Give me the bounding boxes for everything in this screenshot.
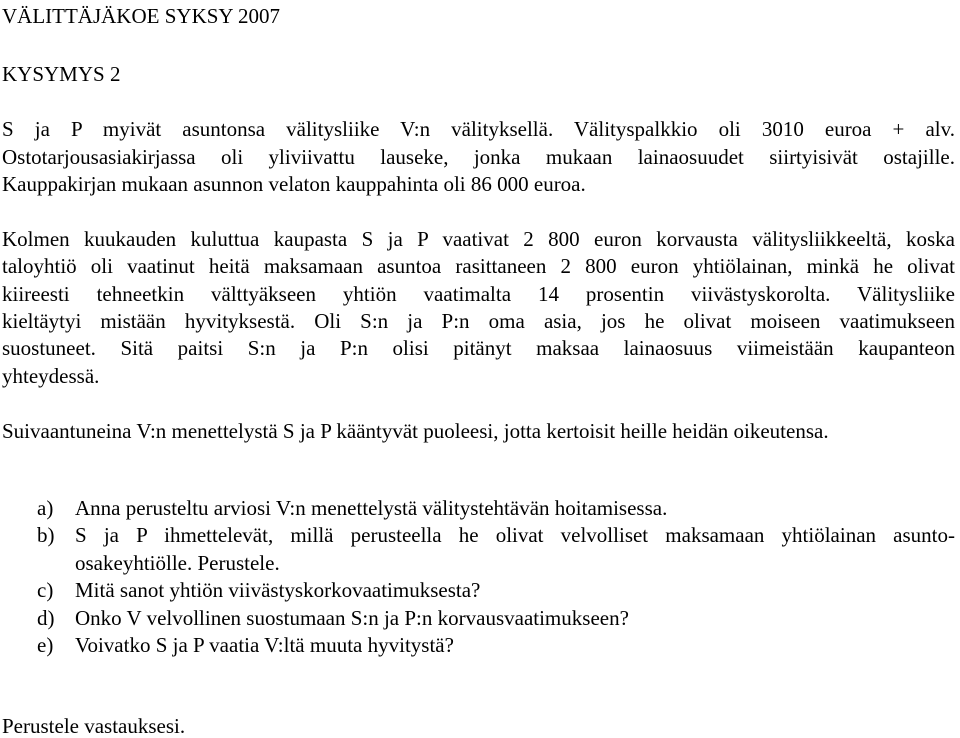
list-marker: a) [37,496,54,520]
list-marker: b) [37,523,55,547]
list-item-text: S ja P ihmettelevät, millä perusteella he olivat velvolliset maksamaan yhtiölainan asunto- [75,523,955,547]
list-marker: d) [37,606,55,630]
list-item-continuation: osakeyhtiölle. Perustele. [75,551,280,575]
paragraph-line: Kauppakirjan mukaan asunnon velaton kauppahinta oli 86 000 euroa. [2,172,586,196]
question-number: KYSYMYS 2 [2,62,121,86]
list-marker: c) [37,578,54,602]
case-paragraph-3: Suivaantuneina V:n menettelystä S ja P kääntyvät puoleesi, jotta kertoisit heille heidän oikeutensa. [2,419,829,443]
list-item-text: Anna perusteltu arviosi V:n menettelystä välitystehtävän hoitamisessa. [75,496,668,520]
list-item [37,633,454,657]
list-item [37,578,480,602]
paragraph-line: Kolmen kuukauden kuluttua kaupasta S ja P vaativat 2 800 euron korvausta välitysliikkeeltä, koska [2,227,955,251]
paragraph-line: yhteydessä. [2,364,100,388]
list-marker: e) [37,633,54,657]
list-item [37,496,667,520]
closing-instruction: Perustele vastauksesi. [2,714,186,738]
list-item [37,606,629,630]
paragraph-line: S ja P myivät asuntonsa välitysliike V:n välityksellä. Välityspalkkio oli 3010 euroa + alv. [2,117,955,141]
paragraph-line: kiireesti tehneetkin välttyäkseen yhtiön vaatimalta 14 prosentin viivästyskorolta. Välitysliike [2,282,955,306]
paragraph-line: Ostotarjousasiakirjassa oli yliviivattu lauseke, jonka mukaan lainaosuudet siirtyisivät ostajille. [2,145,955,169]
paragraph-line: suostuneet. Sitä paitsi S:n ja P:n olisi pitänyt maksaa lainaosuus viimeistään kaupanteon [2,336,955,360]
exam-title: VÄLITTÄJÄKOE SYKSY 2007 [2,4,281,28]
paragraph-line: taloyhtiö oli vaatinut heitä maksamaan asuntoa rasittaneen 2 800 euron yhtiölainan, minkä he olivat [2,254,955,278]
list-item-text: Onko V velvollinen suostumaan S:n ja P:n korvausvaatimukseen? [75,606,629,630]
paragraph-line: kieltäytyi mistään hyvityksestä. Oli S:n ja P:n oma asia, jos he olivat moiseen vaatimukseen [2,309,955,333]
list-item-text: Mitä sanot yhtiön viivästyskorkovaatimuksesta? [75,578,481,602]
list-item [37,523,955,547]
list-item-text: Voivatko S ja P vaatia V:ltä muuta hyvitystä? [75,633,454,657]
